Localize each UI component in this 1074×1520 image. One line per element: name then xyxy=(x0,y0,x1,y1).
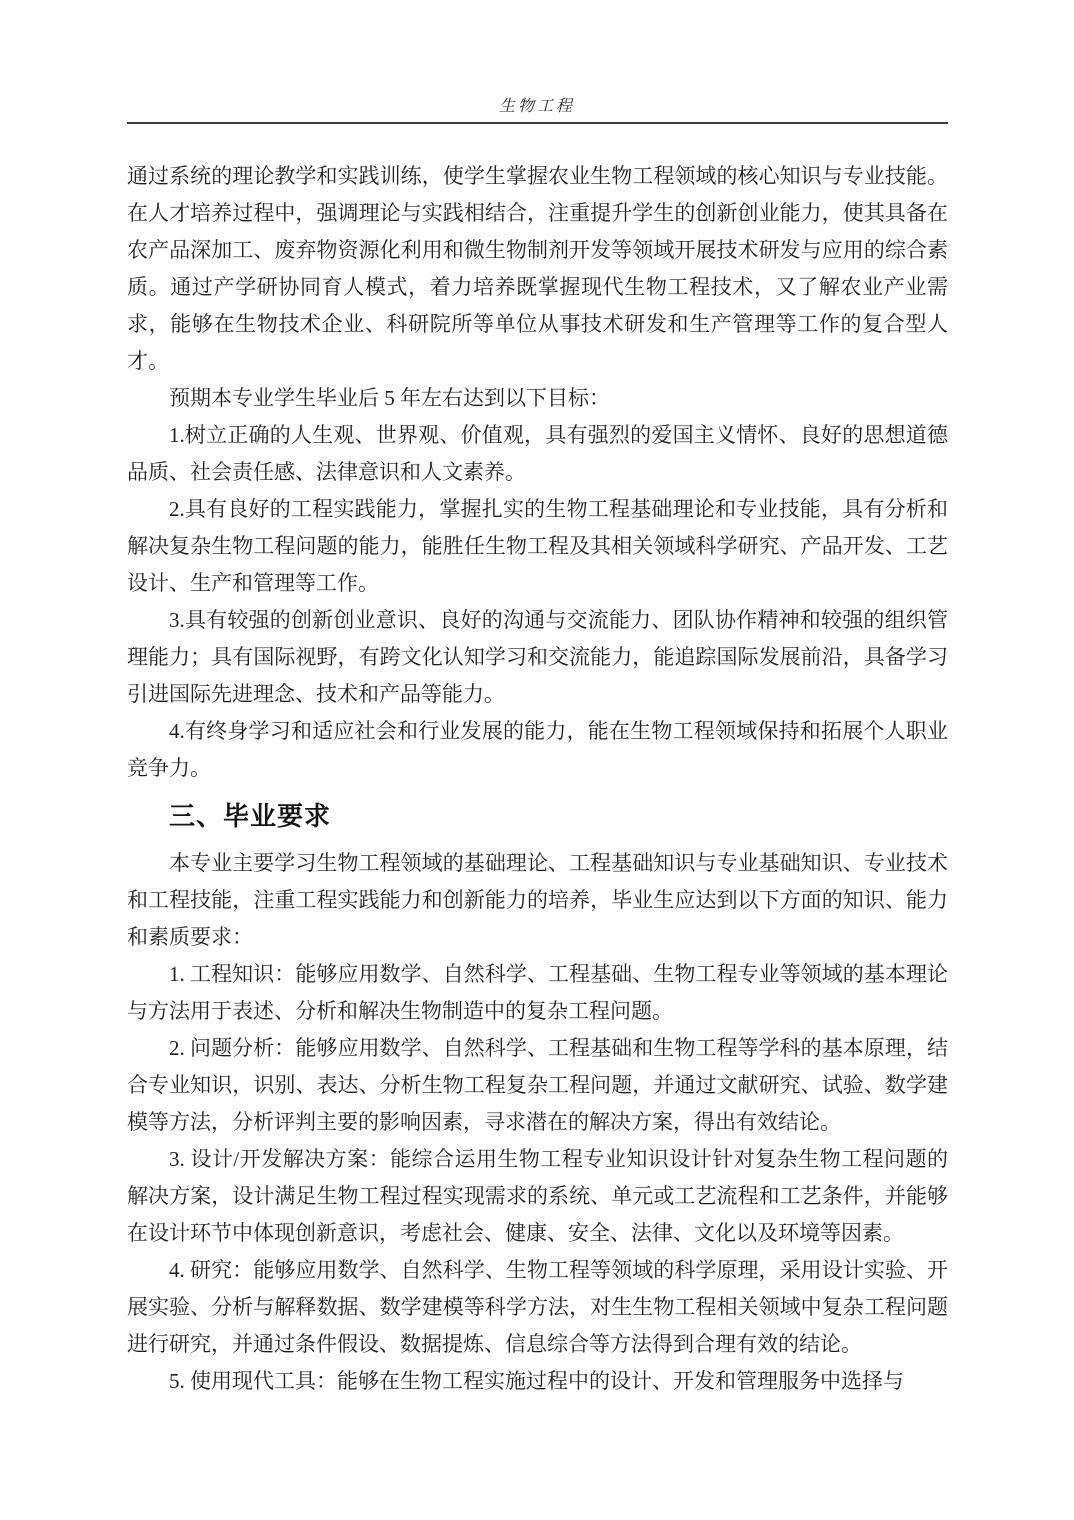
paragraph-goals-intro: 预期本专业学生毕业后 5 年左右达到以下目标： xyxy=(169,386,610,410)
paragraph-goal-3: 3.具有较强的创新创业意识、良好的沟通与交流能力、团队协作精神和较强的组织管理能力；具有国际视野，有跨文化认知学习和交流能力，能追踪国际发展前沿，具备学习引进国际先进理念、技术和产品等能力。 xyxy=(127,608,948,706)
paragraph-goal-2: 2.具有良好的工程实践能力，掌握扎实的生物工程基础理论和专业技能，具有分析和解决复杂生物工程问题的能力，能胜任生物工程及其相关领域科学研究、产品开发、工艺设计、生产和管理等工作。 xyxy=(127,497,948,595)
paragraph-requirement-1-engineering-knowledge: 1. 工程知识：能够应用数学、自然科学、工程基础、生物工程专业等领域的基本理论与方法用于表述、分析和解决生物制造中的复杂工程问题。 xyxy=(127,962,948,1023)
paragraph-goal-4: 4.有终身学习和适应社会和行业发展的能力，能在生物工程领域保持和拓展个人职业竞争力。 xyxy=(127,719,948,780)
page-header xyxy=(0,0,1074,124)
paragraph-requirement-5-modern-tools: 5. 使用现代工具：能够在生物工程实施过程中的设计、开发和管理服务中选择与 xyxy=(169,1369,904,1393)
paragraph-requirement-4-research: 4. 研究：能够应用数学、自然科学、生物工程等领域的科学原理，采用设计实验、开展实验、分析与解释数据、数学建模等科学方法，对生生物工程相关领域中复杂工程问题进行研究，并通过条件假设、数据提炼、信息综合等方法得到合理有效的结论。 xyxy=(127,1258,948,1356)
paragraph-program-overview: 通过系统的理论教学和实践训练，使学生掌握农业生物工程领域的核心知识与专业技能。在人才培养过程中，强调理论与实践相结合，注重提升学生的创新创业能力，使其具备在农产品深加工、废弃物资源化利用和微生物制剂开发等领域开展技术研发与应用的综合素质。通过产学研协同育人模式，着力培养既掌握现代生物工程技术，又了解农业产业需求，能够在生物技术企业、科研院所等单位从事技术研发和生产管理等工作的复合型人才。 xyxy=(127,164,948,373)
paragraph-goal-1: 1.树立正确的人生观、世界观、价值观，具有强烈的爱国主义情怀、良好的思想道德品质、社会责任感、法律意识和人文素养。 xyxy=(127,423,948,484)
paragraph-requirement-2-problem-analysis: 2. 问题分析：能够应用数学、自然科学、工程基础和生物工程等学科的基本原理，结合专业知识，识别、表达、分析生物工程复杂工程问题，并通过文献研究、试验、数学建模等方法，分析评判主要的影响因素，寻求潜在的解决方案，得出有效结论。 xyxy=(127,1036,948,1134)
paragraph-requirements-intro: 本专业主要学习生物工程领域的基础理论、工程基础知识与专业基础知识、专业技术和工程技能，注重工程实践能力和创新能力的培养，毕业生应达到以下方面的知识、能力和素质要求： xyxy=(127,851,948,949)
header-divider-rule xyxy=(127,122,948,124)
paragraph-requirement-3-design-solutions: 3. 设计/开发解决方案：能综合运用生物工程专业知识设计针对复杂生物工程问题的解决方案，设计满足生物工程过程实现需求的系统、单元或工艺流程和工艺条件，并能够在设计环节中体现创新意识，考虑社会、健康、安全、法律、文化以及环境等因素。 xyxy=(127,1147,948,1245)
running-header-title: 生物工程 xyxy=(498,98,575,115)
document-body xyxy=(127,158,948,1400)
section-heading-graduation-requirements: 三、毕业要求 xyxy=(169,801,332,831)
